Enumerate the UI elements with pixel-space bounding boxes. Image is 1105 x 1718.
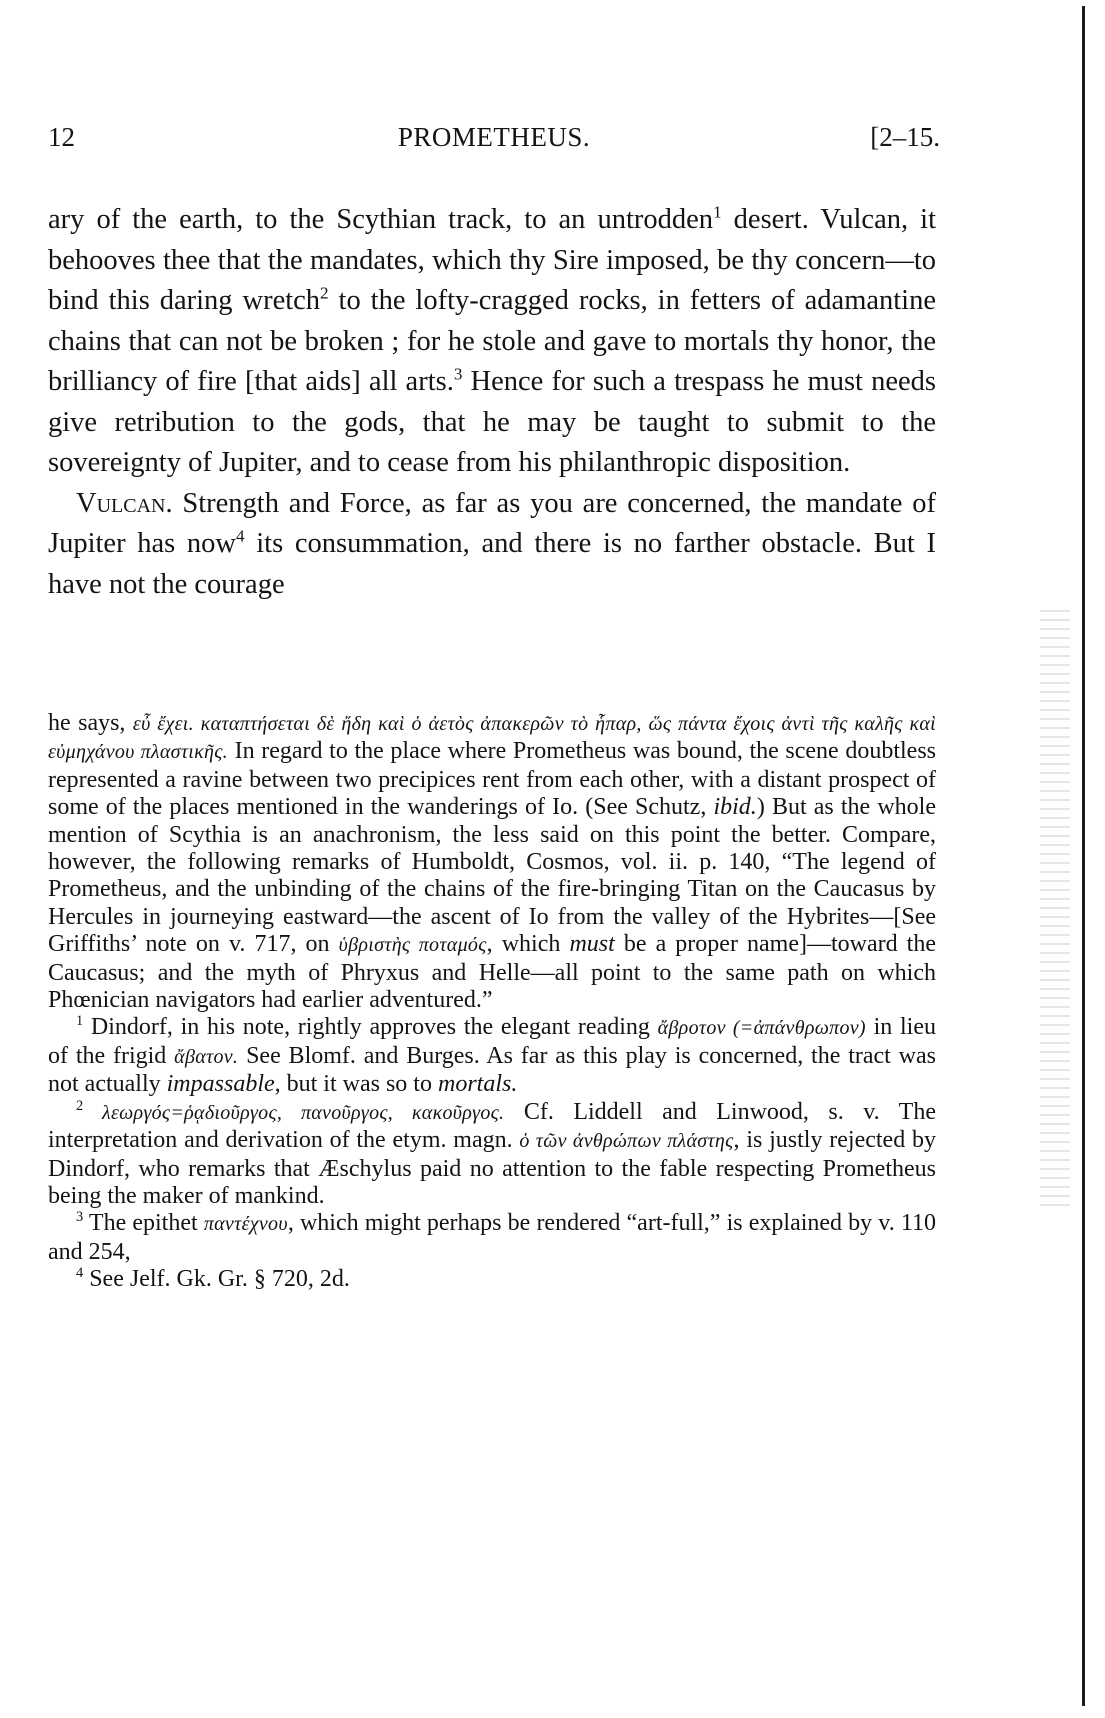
greek-quote: λεωργός=ῥᾳδιοῦργος, πανοῦργος, κακοῦργος. — [83, 1101, 505, 1124]
footnote-ref: 4 — [236, 526, 245, 546]
text-run: desert. Vulcan, it behooves thee that the mandates, which thy Sire imposed, be thy concern—to bind this daring wretch — [48, 204, 936, 316]
italic-run: must — [569, 931, 615, 958]
text-run: he says, — [48, 710, 133, 736]
greek-quote: ὁ τῶν ἀνθρώπων πλάστης — [519, 1130, 734, 1153]
text-run: to the lofty-cragged rocks, in fetters of adamantine chains that can not be broken ; for he stole and gave to mortals thy honor, the brilliancy of fire [that aids] all arts. — [48, 285, 936, 397]
paragraph — [48, 200, 936, 484]
text-run: Dindorf, in his note, rightly approves the elegant reading — [83, 1014, 658, 1041]
page-edge-rule — [1082, 6, 1085, 1706]
main-text — [48, 200, 936, 605]
speaker-name: Vulcan. — [76, 487, 173, 519]
text-run: See Blomf. and Burges. As far as this play is concerned, the tract was not actually — [48, 1042, 936, 1098]
text-run: Cf. Liddell and Linwood, s. v. The interpretation and derivation of the etym. magn. — [48, 1098, 936, 1154]
footnote-number: 2 — [76, 1097, 84, 1114]
running-header — [48, 122, 940, 162]
running-title: PROMETHEUS. — [397, 122, 591, 152]
footnote-3 — [48, 1210, 936, 1266]
italic-run: ibid. — [713, 794, 757, 821]
text-run: See Jelf. Gk. Gr. § 720, 2d. — [83, 1266, 350, 1293]
italic-run: impassable, — [166, 1071, 281, 1098]
scan-edge-shadow — [1040, 610, 1070, 1210]
text-run: , is justly rejected by Dindorf, who remarks that Æschylus paid no attention to the fable respecting Prometheus being the maker of mankind. — [48, 1127, 936, 1209]
text-run: In regard to the place where Prometheus was bound, the scene doubtless represented a ravine between two precipices rent from each other, with a distant prospect of some of the places mentioned in the wanderings of Io. (See Schutz, — [48, 738, 936, 821]
footnote-4 — [48, 1266, 936, 1293]
footnote-number: 4 — [76, 1265, 84, 1282]
footnote-ref: 2 — [320, 283, 329, 303]
greek-quote: ὑβριστὴς ποταμός — [338, 934, 487, 957]
text-run: , which — [486, 931, 570, 958]
greek-quote: παντέχνου — [203, 1213, 288, 1236]
footnote-2 — [48, 1099, 936, 1211]
footnote-ref: 1 — [713, 202, 722, 222]
greek-quote: ἄβατον. — [174, 1045, 239, 1068]
greek-quote: ἄβροτον (=ἀπάνθρωπον) — [657, 1017, 866, 1040]
footnote-number: 3 — [76, 1209, 84, 1226]
footnote-number: 1 — [76, 1013, 84, 1030]
italic-run: mortals. — [437, 1071, 518, 1098]
text-run: ary of the earth, to the Scythian track, to an untrodden — [48, 204, 714, 235]
speech-paragraph — [48, 484, 936, 606]
text-run: ) But as the whole mention of Scythia is an anachronism, the less said on this point the better. Compare, however, the following remarks of Humboldt, Cosmos, vol. ii. p. 140, “The legend of Prometheus, and the unbinding of the chains of the fire-bringing Titan on the Caucasus by Hercules in journeying eastward—the ascent of Io from the valley of the Hybrites—[See Griffiths’ note on v. 717, on — [48, 794, 936, 958]
greek-quote: εὖ ἔχει. καταπτήσεται δὲ ἤδη καὶ ὁ ἀετὸς ἀπακερῶν τὸ ἧπαρ, ὥς πάντα ἔχοις ἀντὶ τῆς καλῆς καὶ εὐμηχάνου πλαστικῆς. — [48, 713, 936, 764]
footnote-1 — [48, 1014, 936, 1098]
footnote-continuation — [48, 710, 936, 1014]
text-run: in lieu of the frigid — [48, 1014, 937, 1069]
footnote-ref: 3 — [453, 364, 463, 384]
text-run: , which might perhaps be rendered “art-full,” is explained by v. 110 and 254, — [48, 1210, 936, 1265]
text-run: The epithet — [83, 1210, 204, 1237]
text-run: Hence for such a trespass he must needs give retribution to the gods, that he may be taught to submit to the sovereignty of Jupiter, and to cease from his philanthropic disposition. — [48, 366, 937, 478]
text-run: its consummation, and there is no farther obstacle. But I have not the courage — [48, 528, 937, 600]
text-run: Strength and Force, as far as you are concerned, the mandate of Jupiter has now — [48, 487, 936, 559]
line-reference: [2–15. — [870, 122, 940, 152]
text-run: but it was so to — [280, 1071, 438, 1098]
text-run: be a proper name]—toward the Caucasus; and the myth of Phryxus and Helle—all point to the same path on which Phœnician navigators had earlier adventured.” — [48, 931, 936, 1014]
footnotes — [48, 710, 936, 1294]
page-number: 12 — [48, 122, 75, 152]
